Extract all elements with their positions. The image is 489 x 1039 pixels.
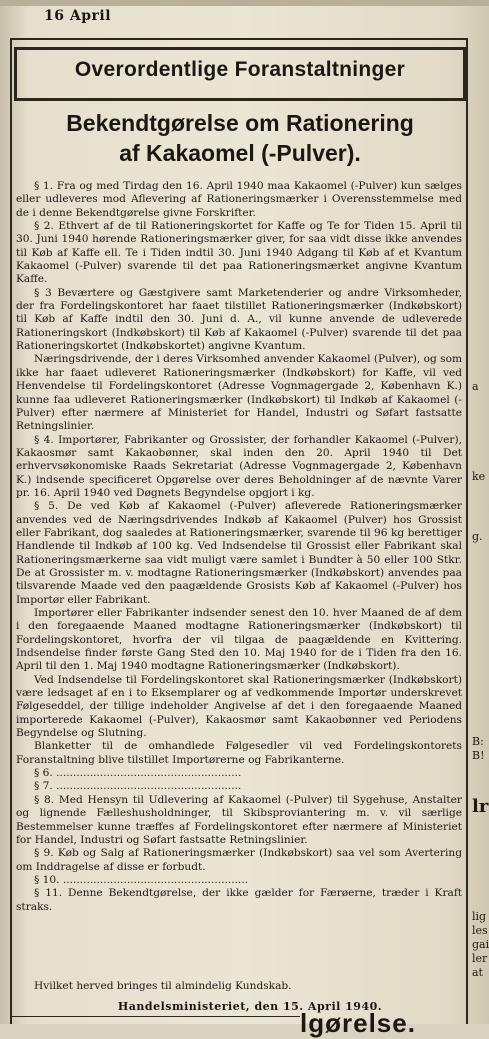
right-fragment-9: gai (472, 938, 489, 951)
right-fragment-6: lr (472, 796, 489, 817)
paragraph-5: § 4. Importører, Fabrikanter og Grossister, der forhandler Kakaomel (-Pulver), Kakaosmør samt Kakaobønner, skal inden den 20. April 1940 til Det erhvervsøkonomiske Raads Sekretariat (Adresse Vognmagergade 2, København K.) indsende specificeret Opgørelse over deres Beholdninger af de nævnte Varer pr. 16. April 1940 ved Døgnets Begyndelse opgjort i kg. (16, 433, 462, 499)
right-fragment-3: g. (472, 530, 483, 543)
paragraph-6: § 5. De ved Køb af Kakaomel (-Pulver) afleverede Rationeringsmærker anvendes ved de Næringsdrivendes Indkøb af Kakaomel (Pulver) hos Grossist eller Fabrikant, dog saaledes at Rationeringsmærker, svarende til 96 kg berettiger Handlende til Indkøb af 100 kg. Ved Indsendelse til Grossist eller Fabrikant skal Rationeringsmærkerne saa vidt muligt være samlet i Bundter à 50 eller 100 Stkr. De at Grossister m. v. modtagne Rationeringsmærker (Indkøbskort) anvendes paa tilsvarende Maade ved den paagældende Grosists Køb af Kakaomel (-Pulver) hos Importør eller Fabrikant. (16, 500, 462, 606)
paragraph-11: § 7. ....................................................... (34, 780, 242, 793)
right-fragment-10: ler (472, 952, 488, 965)
right-fragment-4: B: (472, 735, 484, 748)
paragraph-3: § 3 Beværtere og Gæstgivere samt Marketenderier og andre Virksomheder, der fra Fordelingskontoret har faaet tilstillet Rationeringsmærker (Indkøbskort) til Køb af Kaffe indtil den 30. Juni d. A., vil kunne anvende de udleverede Rationeringskort (Indkøbskort) til Køb af Kakaomel (-Pulver) svarende til det paa Rationeringskortet (Indkøbskortet) angivne Kvantum. (16, 286, 462, 353)
paragraph-10: § 6. ....................................................... (34, 767, 242, 780)
left-column-rule (10, 38, 12, 1024)
section-headline: Overordentlige Foranstaltninger (74, 58, 406, 81)
right-fragment-11: at (472, 966, 483, 979)
right-fragment-8: les (472, 924, 488, 937)
announcement-title-line2: af Kakaomel (-Pulver). (119, 140, 361, 166)
paragraph-14: § 10. ....................................................... (34, 873, 249, 886)
page-top-edge (0, 0, 489, 6)
paragraph-4: Næringsdrivende, der i deres Virksomhed anvender Kakaomel (Pulver), og som ikke har faaet udleveret Rationeringsmærker (Indkøbskort) for Kaffe, vil ved Henvendelse til Fordelingskontoret (Adresse Vognmagergade 2, København K.) kunne faa udleveret Rationeringsmærker (Indkøbskort) til Indkøb af Kakaomel (-Pulver) efter nærmere af Ministeriet for Handel, Industri og Søfart fastsatte Retningslinier. (16, 353, 462, 433)
adjacent-column-fragment (468, 0, 489, 1024)
paragraph-8: Ved Indsendelse til Fordelingskontoret skal Rationeringsmærker (Indkøbskort) være ledsaget af en i to Eksemplarer og af vedkommende Importør underskrevet Følgeseddel, der tillige indeholder Angivelse af det i den foregaaende Maaned importerede Kakaomel (-Pulver), Kakaosmør samt Kakaobønner ved Periodens Begyndelse og Slutning. (16, 673, 462, 740)
paragraph-15: § 11. Denne Bekendtgørelse, der ikke gælder for Færøerne, træder i Kraft straks. (16, 887, 462, 913)
paragraph-13: § 9. Køb og Salg af Rationeringsmærker (Indkøbskort) saa vel som Avertering om Inddragelse af disse er forbudt. (16, 847, 462, 873)
paragraph-7: Importører eller Fabrikanter indsender senest den 10. hver Maaned de af dem i den foregaaende Maaned modtagne Rationeringsmærker (Indkøbskort) til Fordelingskontoret, hvorfra der vil tilgaa de paagældende en Kvittering. Indsendelse finder første Gang Sted den 10. Maj 1940 for de i Tiden fra den 16. April til den 1. Maj 1940 modtagne Rationeringsmærker (Indkøbskort). (16, 607, 462, 673)
paragraph-9: Blanketter til de omhandlede Følgesedler vil ved Fordelingskontorets Foranstaltning blive tilstillet Importørerne og Fabrikanterne. (16, 740, 462, 766)
paragraph-2: § 2. Ethvert af de til Rationeringskortet for Kaffe og Te for Tiden 15. April til 30. Juni 1940 hørende Rationeringsmærker giver, for saa vidt disse ikke anvendes til Køb af Kaffe ell. Te i Tiden indtil 30. Juni 1940 Adgang til Køb af et Kvantum Kakaomel (-Pulver) svarende til det paa Rationeringsmærket angivne Kvantum Kaffe. (16, 220, 462, 286)
right-fragment-1: a (472, 380, 479, 393)
paragraph-12: § 8. Med Hensyn til Udlevering af Kakaomel (-Pulver) til Sygehuse, Anstalter og lignende Fælleshusholdninger, til Skibsproviantering m. v. vil særlige Bestemmelser kunne træffes af Fordelingskontoret efter nærmere af Ministeriet for Handel, Industri og Søfart fastsatte Retningslinier. (16, 793, 462, 846)
announcement-body (16, 180, 462, 950)
right-fragment-5: B! (472, 749, 485, 762)
closing-line: Hvilket herved bringes til almindelig Kundskab. (34, 980, 292, 992)
bottom-rule (10, 1016, 300, 1017)
right-fragment-2: ke (472, 470, 486, 483)
paragraph-1: § 1. Fra og med Tirdag den 16. April 1940 maa Kakaomel (-Pulver) kun sælges eller udleveres mod Aflevering af Rationeringsmærker i Overensstemmelse med de i denne Bekendtgørelse givne Forskrifter. (16, 180, 462, 219)
top-rule (10, 38, 468, 40)
next-article-title-fragment: lgørelse. (300, 1008, 416, 1038)
announcement-title-line1: Bekendtgørelse om Rationering (66, 110, 414, 136)
signature: Handelsministeriet, den 15. April 1940. (117, 1000, 383, 1013)
running-head: 16 April (44, 8, 112, 24)
right-fragment-7: lig (472, 910, 487, 923)
